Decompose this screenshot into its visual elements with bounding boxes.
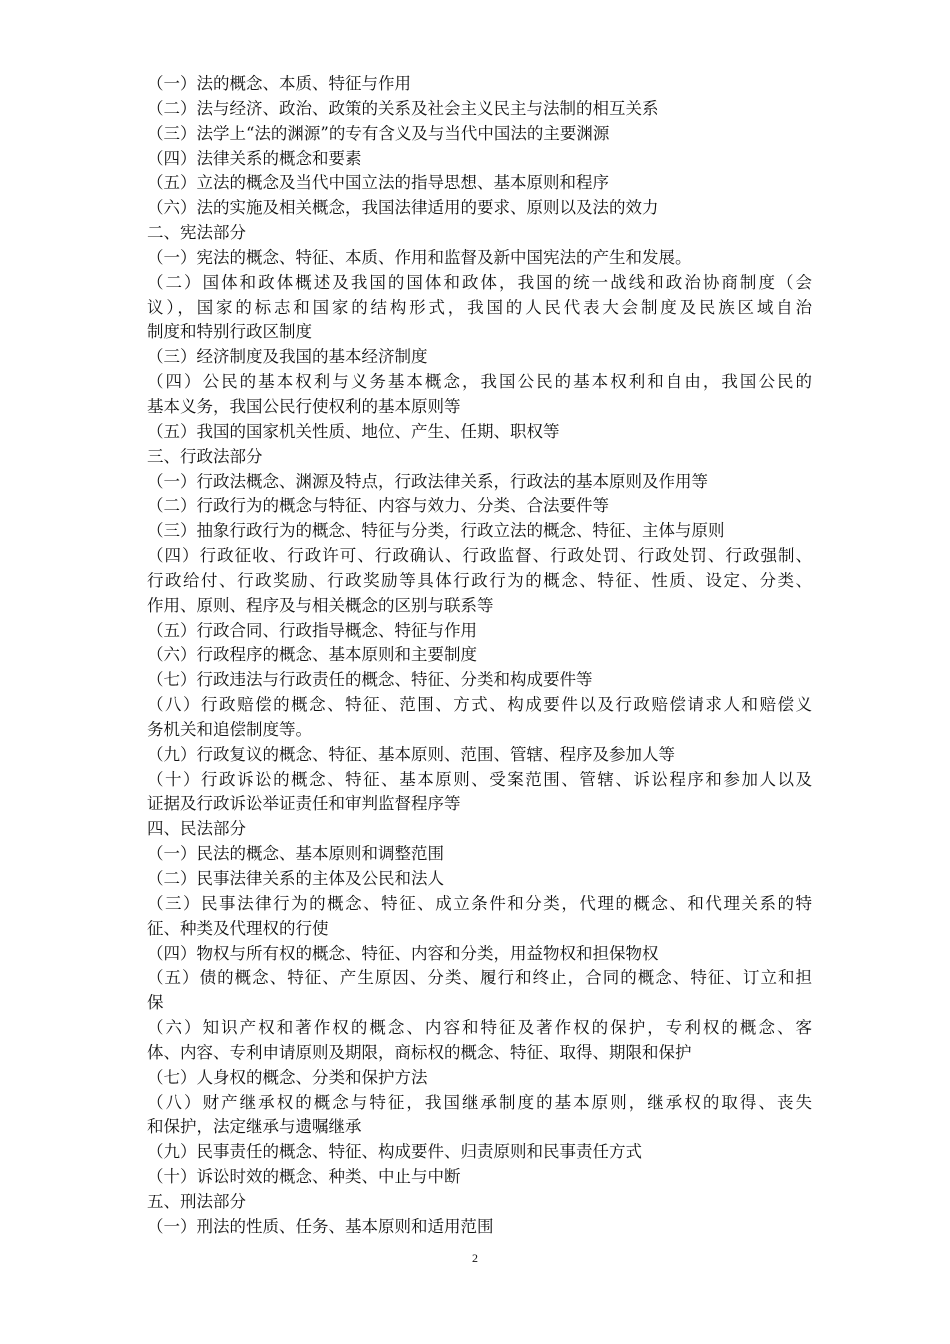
text-line: （四）法律关系的概念和要素 bbox=[147, 148, 362, 168]
text-line: （六）法的实施及相关概念，我国法律适用的要求、原则以及法的效力 bbox=[147, 198, 659, 218]
section-heading: 三、行政法部分 bbox=[147, 446, 263, 466]
text-line: （二）国体和政体概述及我国的国体和政体，我国的统一战线和政治协商制度（会 bbox=[147, 272, 812, 292]
section-heading: 二、宪法部分 bbox=[147, 223, 246, 243]
section-heading: 四、民法部分 bbox=[147, 819, 246, 839]
text-line: （一）民法的概念、基本原则和调整范围 bbox=[147, 844, 444, 864]
text-line: （一）行政法概念、渊源及特点，行政法律关系，行政法的基本原则及作用等 bbox=[147, 471, 708, 491]
text-line: 作用、原则、程序及与相关概念的区别与联系等 bbox=[147, 595, 494, 615]
text-line: （五）债的概念、特征、产生原因、分类、履行和终止，合同的概念、特征、订立和担 bbox=[147, 968, 812, 988]
text-line: （十）诉讼时效的概念、种类、中止与中断 bbox=[147, 1167, 461, 1187]
document-body bbox=[147, 72, 812, 1240]
text-line: 制度和特别行政区制度 bbox=[147, 322, 312, 342]
text-line: （二）行政行为的概念与特征、内容与效力、分类、合法要件等 bbox=[147, 496, 609, 516]
text-line: 基本义务，我国公民行使权利的基本原则等 bbox=[147, 396, 461, 416]
text-line: （五）行政合同、行政指导概念、特征与作用 bbox=[147, 620, 477, 640]
text-line: （七）人身权的概念、分类和保护方法 bbox=[147, 1067, 428, 1087]
text-line: 行政给付、行政奖励、行政奖励等具体行政行为的概念、特征、性质、设定、分类、 bbox=[147, 570, 812, 590]
text-line: （四）行政征收、行政许可、行政确认、行政监督、行政处罚、行政处罚、行政强制、 bbox=[147, 546, 812, 566]
text-line: 保 bbox=[147, 993, 164, 1013]
text-line: （九）民事责任的概念、特征、构成要件、归责原则和民事责任方式 bbox=[147, 1142, 642, 1162]
text-line: （七）行政违法与行政责任的概念、特征、分类和构成要件等 bbox=[147, 670, 593, 690]
text-line: （六）行政程序的概念、基本原则和主要制度 bbox=[147, 645, 477, 665]
section-heading: 五、刑法部分 bbox=[147, 1191, 246, 1211]
text-line: （二）法与经济、政治、政策的关系及社会主义民主与法制的相互关系 bbox=[147, 98, 659, 118]
text-line: （五）我国的国家机关性质、地位、产生、任期、职权等 bbox=[147, 421, 560, 441]
page-number: 2 bbox=[472, 1251, 478, 1265]
text-line: （五）立法的概念及当代中国立法的指导思想、基本原则和程序 bbox=[147, 173, 609, 193]
text-line: 和保护，法定继承与遗嘱继承 bbox=[147, 1117, 362, 1137]
text-line: （三）法学上“法的渊源”的专有含义及与当代中国法的主要渊源 bbox=[147, 123, 610, 143]
text-line: （三）民事法律行为的概念、特征、成立条件和分类，代理的概念、和代理关系的特 bbox=[147, 893, 812, 913]
text-line: （一）法的概念、本质、特征与作用 bbox=[147, 74, 411, 93]
text-line: 证据及行政诉讼举证责任和审判监督程序等 bbox=[147, 794, 461, 814]
text-line: 议），国家的标志和国家的结构形式，我国的人民代表大会制度及民族区域自治 bbox=[147, 297, 812, 317]
text-line: （十）行政诉讼的概念、特征、基本原则、受案范围、管辖、诉讼程序和参加人以及 bbox=[147, 769, 812, 789]
text-line: 征、种类及代理权的行使 bbox=[147, 918, 329, 938]
text-line: （八）财产继承权的概念与特征，我国继承制度的基本原则，继承权的取得、丧失 bbox=[147, 1092, 812, 1112]
text-line: （三）经济制度及我国的基本经济制度 bbox=[147, 347, 428, 367]
text-line: （一）刑法的性质、任务、基本原则和适用范围 bbox=[147, 1216, 494, 1236]
text-line: （一）宪法的概念、特征、本质、作用和监督及新中国宪法的产生和发展。 bbox=[147, 247, 692, 267]
text-line: （九）行政复议的概念、特征、基本原则、范围、管辖、程序及参加人等 bbox=[147, 744, 675, 764]
text-line: 务机关和追偿制度等。 bbox=[147, 719, 312, 739]
text-line: （四）公民的基本权利与义务基本概念，我国公民的基本权利和自由，我国公民的 bbox=[147, 372, 812, 392]
text-line: （四）物权与所有权的概念、特征、内容和分类，用益物权和担保物权 bbox=[147, 943, 659, 963]
text-line: （六）知识产权和著作权的概念、内容和特征及著作权的保护，专利权的概念、客 bbox=[147, 1018, 812, 1038]
text-line: （三）抽象行政行为的概念、特征与分类，行政立法的概念、特征、主体与原则 bbox=[147, 521, 725, 541]
text-line: （八）行政赔偿的概念、特征、范围、方式、构成要件以及行政赔偿请求人和赔偿义 bbox=[147, 695, 812, 715]
text-line: 体、内容、专利申请原则及期限，商标权的概念、特征、取得、期限和保护 bbox=[147, 1042, 692, 1062]
text-line: （二）民事法律关系的主体及公民和法人 bbox=[147, 869, 444, 888]
